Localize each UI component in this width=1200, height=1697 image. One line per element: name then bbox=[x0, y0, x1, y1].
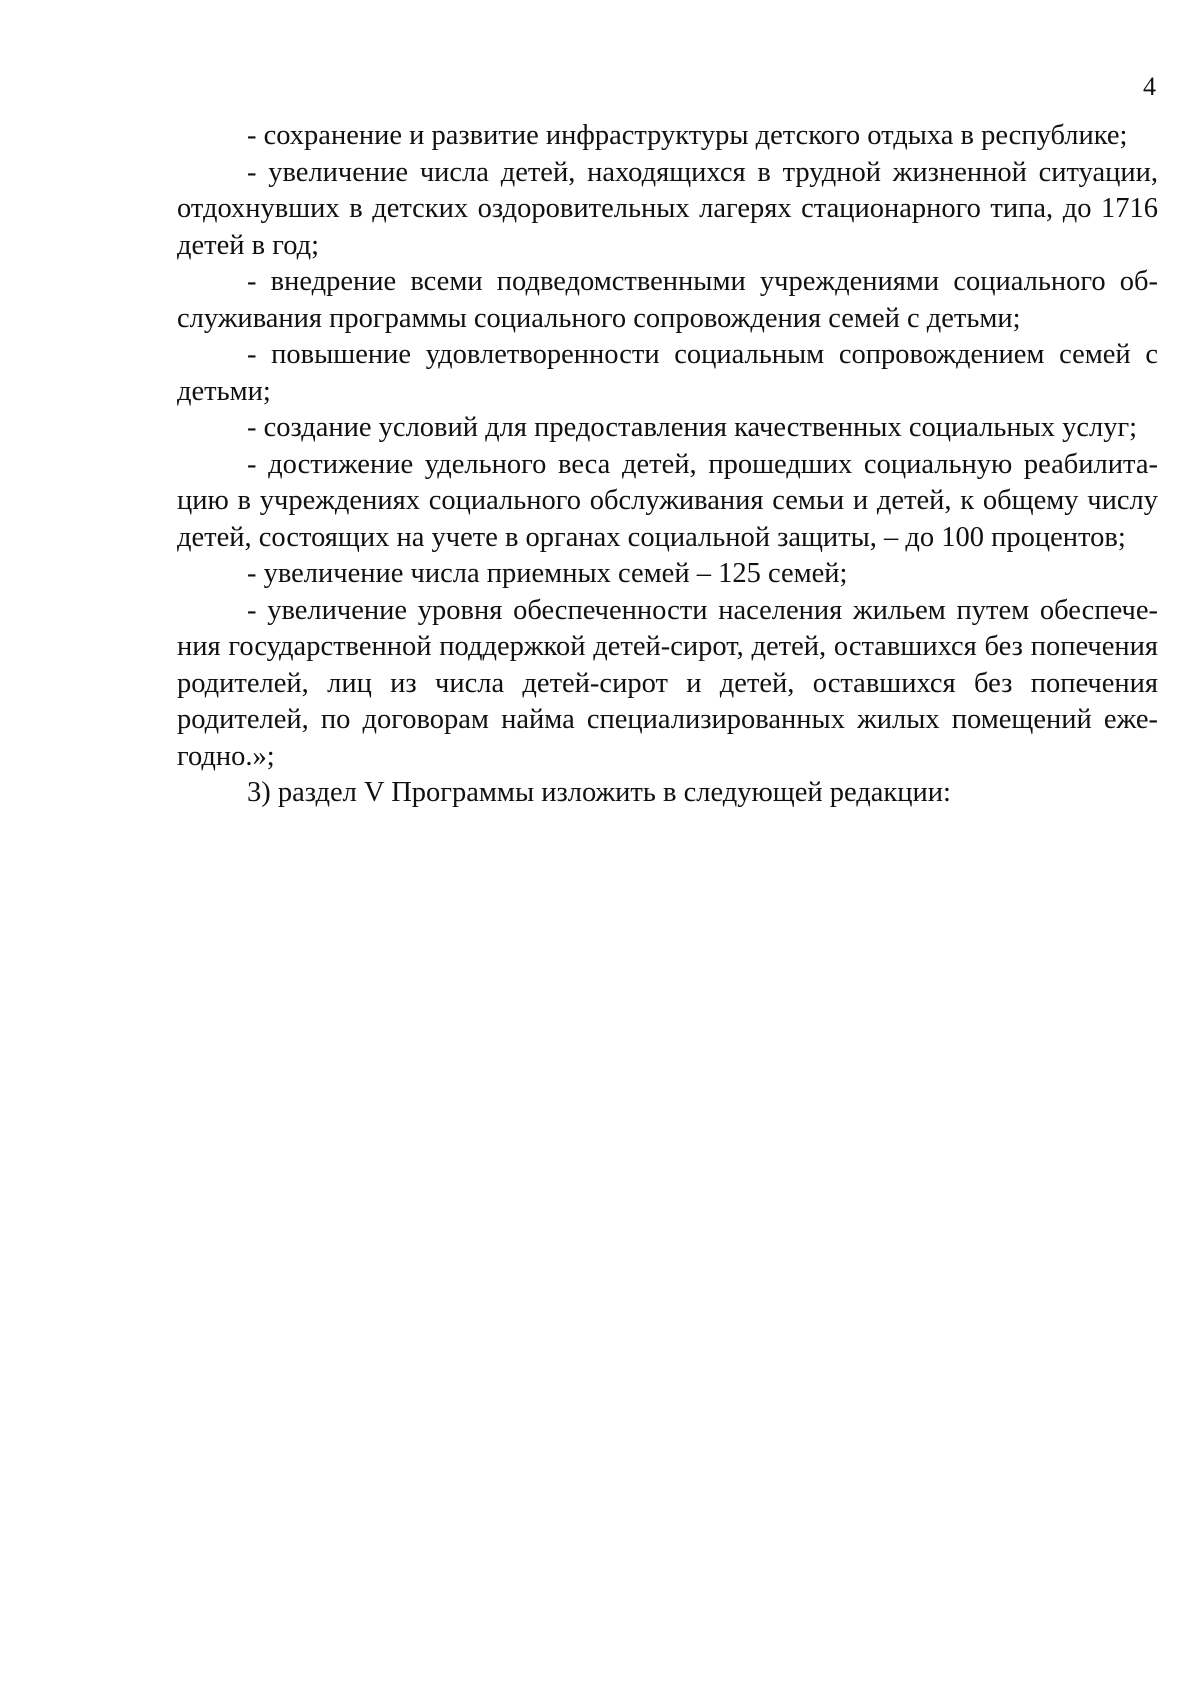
paragraph-children-rest: - увеличение числа детей, находящихся в трудной жизненной ситуации, отдохнувших в детских оздоровительных лагерях стационарного типа, до 1716 детей в год; bbox=[177, 156, 1158, 261]
paragraph-quality-services: - создание условий для предоставления качественных социальных услуг; bbox=[247, 412, 1138, 443]
paragraph-section-v: 3) раздел V Программы изложить в следующей редакции: bbox=[247, 777, 951, 808]
paragraph-rehabilitation: - достижение удельного веса детей, прошедших социальную реабилитацию в учреждениях социального обслуживания семьи и детей, к общему числу детей, состоящих на учете в органах социальной защиты, – до 100 процентов; bbox=[177, 448, 1158, 553]
paragraph-infrastructure: - сохранение и развитие инфраструктуры детского отдыха в республике; bbox=[247, 120, 1128, 151]
paragraph-foster-families: - увеличение числа приемных семей – 125 семей; bbox=[247, 558, 848, 589]
document-body bbox=[177, 118, 1158, 812]
page-number: 4 bbox=[1143, 72, 1156, 101]
paragraph-housing: - увеличение уровня обеспеченности населения жильем путем обеспечения государственной поддержкой детей-сирот, детей, оставшихся без попечения родителей, лиц из числа детей-сирот и детей, оставшихся без попечения родителей, по договорам найма специализированных жилых помещений ежегодно.»; bbox=[177, 594, 1158, 772]
paragraph-satisfaction: - повышение удовлетворенности социальным сопровождением семей с детьми; bbox=[177, 339, 1158, 407]
paragraph-support-program: - внедрение всеми подведомственными учреждениями социального обслуживания программы социального сопровождения семей с детьми; bbox=[177, 266, 1158, 334]
